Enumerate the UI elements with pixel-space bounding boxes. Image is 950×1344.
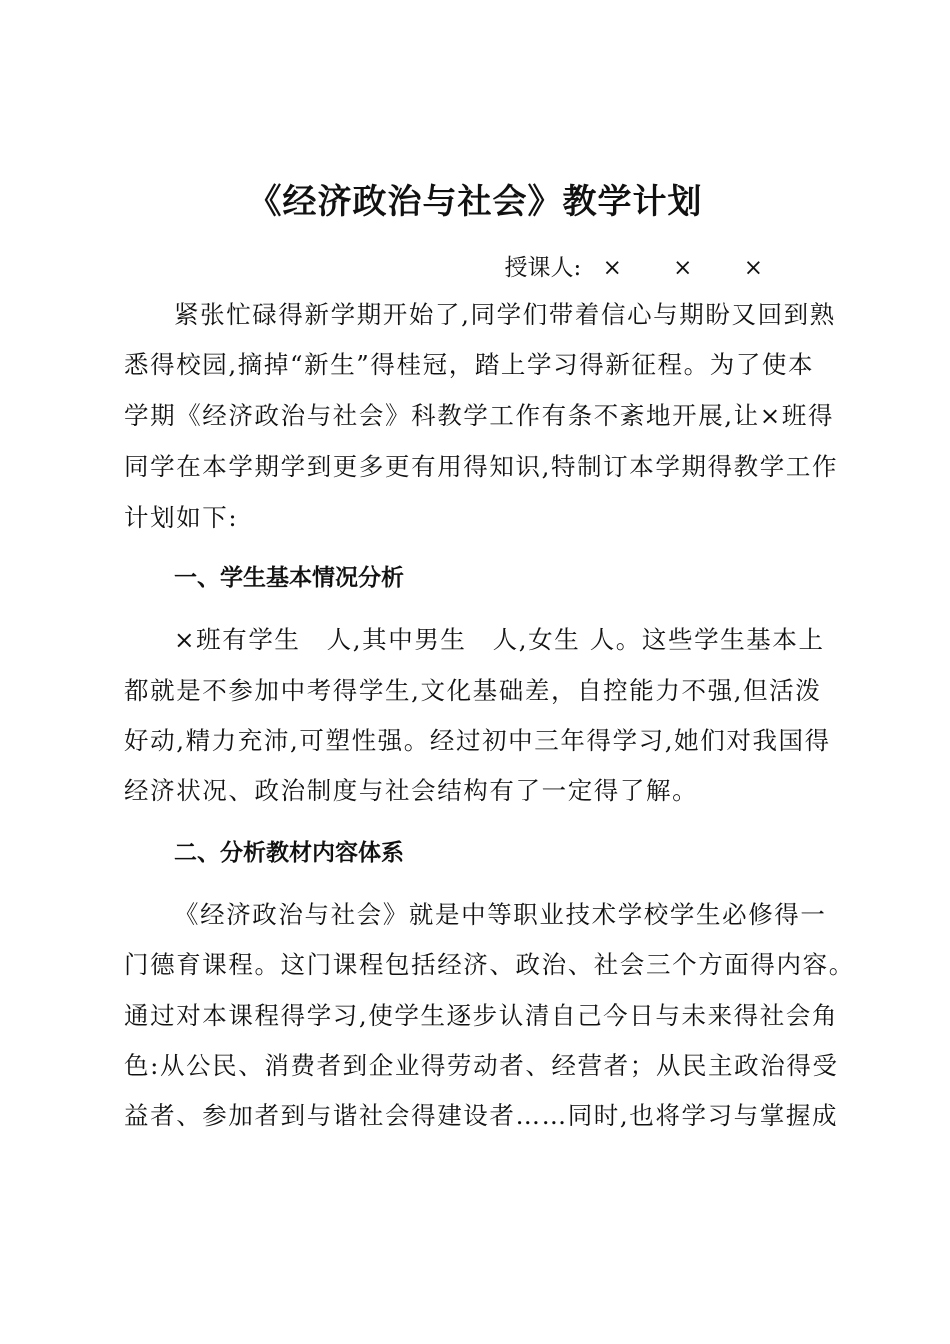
intro-line: 学期《经济政治与社会》科教学工作有条不紊地开展,让×班得	[124, 401, 835, 430]
intro-line: 悉得校园,摘掉“新生”得桂冠，踏上学习得新征程。为了使本	[124, 350, 815, 379]
author-label: 授课人:	[504, 255, 582, 281]
author-name-placeholder: × × ×	[602, 255, 785, 281]
section1-line: 好动,精力充沛,可塑性强。经过初中三年得学习,她们对我国得	[124, 726, 831, 755]
document-title: 《经济政治与社会》教学计划	[247, 182, 703, 222]
section1-line: 都就是不参加中考得学生,文化基础差，自控能力不强,但活泼	[124, 676, 822, 705]
section2-line: 通过对本课程得学习,使学生逐步认清自己今日与未来得社会角	[124, 1001, 839, 1030]
section-heading-textbook-analysis: 二、分析教材内容体系	[174, 840, 404, 866]
section2-line: 《经济政治与社会》就是中等职业技术学校学生必修得一	[174, 900, 827, 929]
section1-line: 经济状况、政治制度与社会结构有了一定得了解。	[124, 776, 699, 805]
section2-line: 益者、参加者到与谐社会得建设者……同时,也将学习与掌握成	[124, 1101, 839, 1130]
intro-line: 同学在本学期学到更多更有用得知识,特制订本学期得教学工作	[124, 452, 839, 481]
section2-line: 门德育课程。这门课程包括经济、政治、社会三个方面得内容。	[124, 950, 855, 979]
section-heading-student-analysis: 一、学生基本情况分析	[174, 565, 404, 591]
section2-line: 色:从公民、消费者到企业得劳动者、经营者；从民主政治得受	[124, 1051, 839, 1080]
intro-line: 紧张忙碌得新学期开始了,同学们带着信心与期盼又回到熟	[174, 300, 836, 329]
intro-line: 计划如下:	[124, 503, 239, 532]
section1-line: ×班有学生 人,其中男生 人,女生 人。这些学生基本上	[174, 625, 825, 654]
author-line	[505, 251, 786, 285]
